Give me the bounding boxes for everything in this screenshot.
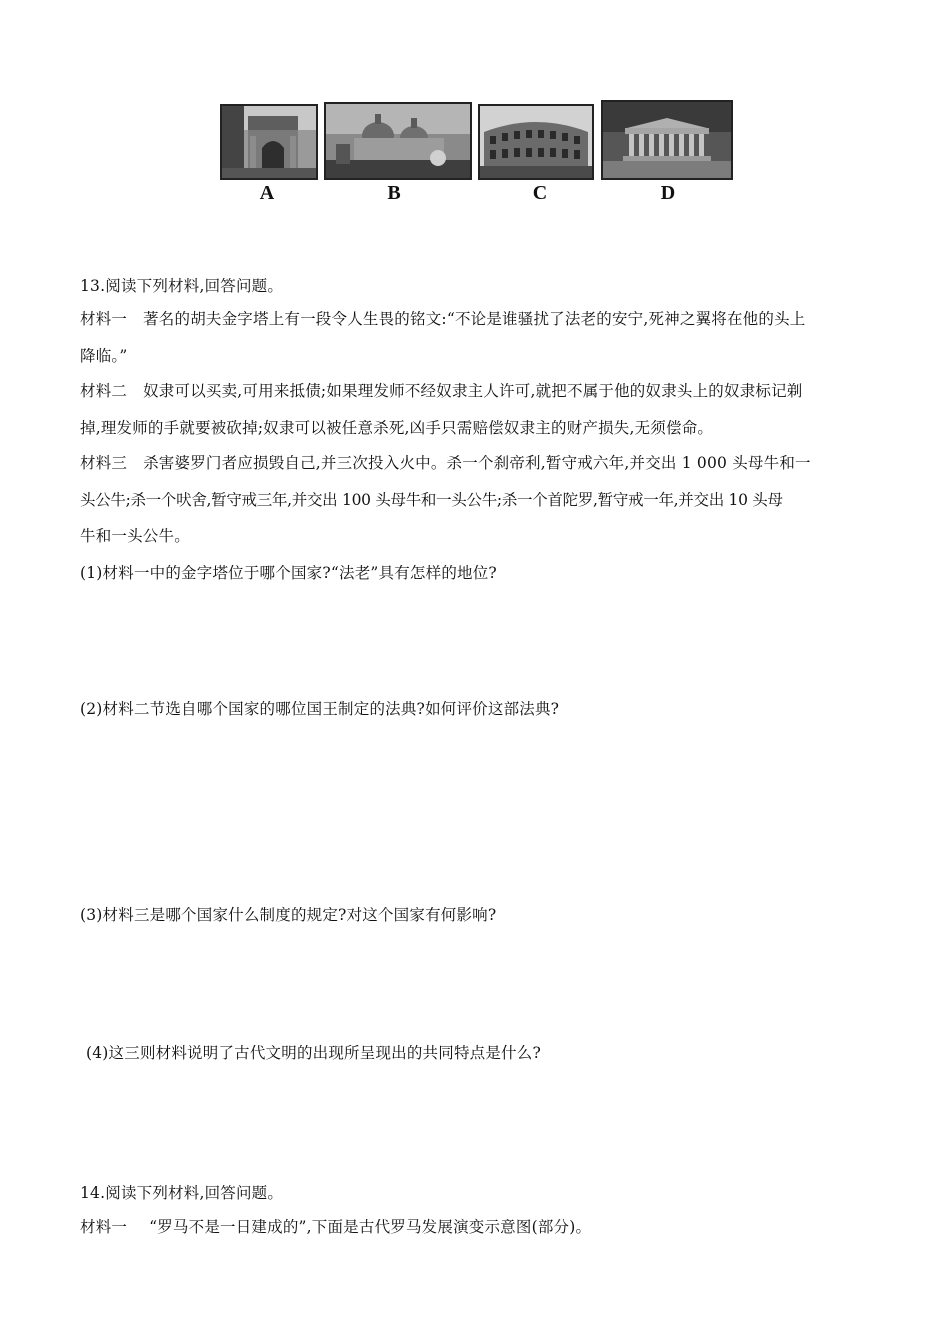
q14-material-1-label: 材料一: [80, 1218, 128, 1236]
q13-title: 13.阅读下列材料,回答问题。: [80, 277, 284, 295]
q13-material-3-line-3: 牛和一头公牛。: [80, 527, 190, 545]
q13-subquestion-4: (4)这三则材料说明了古代文明的出现所呈现出的共同特点是什么?: [86, 1044, 541, 1062]
q13-material-2-line-2: 掉,理发师的手就要被砍掉;奴隶可以被任意杀死,凶手只需赔偿奴隶主的财产损失,无须偿命。: [80, 419, 714, 437]
caption-b: B: [387, 182, 401, 204]
caption-d: D: [660, 182, 676, 204]
caption-c: C: [532, 182, 548, 204]
caption-a: A: [259, 182, 275, 204]
q13-material-2-text: 奴隶可以买卖,可用来抵债;如果理发师不经奴隶主人许可,就把不属于他的奴隶头上的奴隶标记剃: [143, 382, 803, 400]
q13-material-1-line-2: 降临。”: [80, 347, 128, 365]
q13-subquestion-3: (3)材料三是哪个国家什么制度的规定?对这个国家有何影响?: [80, 906, 497, 924]
q13-material-1-text: 著名的胡夫金字塔上有一段令人生畏的铭文:“不论是谁骚扰了法老的安宁,死神之翼将在他的头上: [143, 310, 806, 328]
q13-material-1-line-1: [80, 307, 806, 329]
photo-a-arch: [220, 104, 318, 180]
q13-subquestion-2: (2)材料二节选自哪个国家的哪位国王制定的法典?如何评价这部法典?: [80, 700, 560, 718]
q13-material-3-text: 杀害婆罗门者应损毁自己,并三次投入火中。杀一个刹帝利,暂守戒六年,并交出 1 000 头母牛和一: [143, 454, 811, 472]
photo-d-parthenon: [601, 100, 733, 180]
q14-material-1-text: “罗马不是一日建成的”,下面是古代罗马发展演变示意图(部分)。: [149, 1218, 592, 1236]
q13-material-3-label: 材料三: [80, 454, 128, 472]
q14-title: 14.阅读下列材料,回答问题。: [80, 1184, 284, 1202]
q13-material-3-line-1: [80, 451, 811, 473]
q13-subquestion-1: (1)材料一中的金字塔位于哪个国家?“法老”具有怎样的地位?: [80, 564, 497, 582]
q13-material-3-line-2: 头公牛;杀一个吠舍,暂守戒三年,并交出 100 头母牛和一头公牛;杀一个首陀罗,暂守戒一年,并交出 10 头母: [80, 491, 783, 509]
photo-b-domes: [324, 102, 472, 180]
photo-c-colosseum: [478, 104, 594, 180]
q13-material-2-line-1: [80, 379, 803, 401]
q13-material-2-label: 材料二: [80, 382, 128, 400]
q14-material-1-line-1: [80, 1215, 591, 1237]
q13-material-1-label: 材料一: [80, 310, 128, 328]
